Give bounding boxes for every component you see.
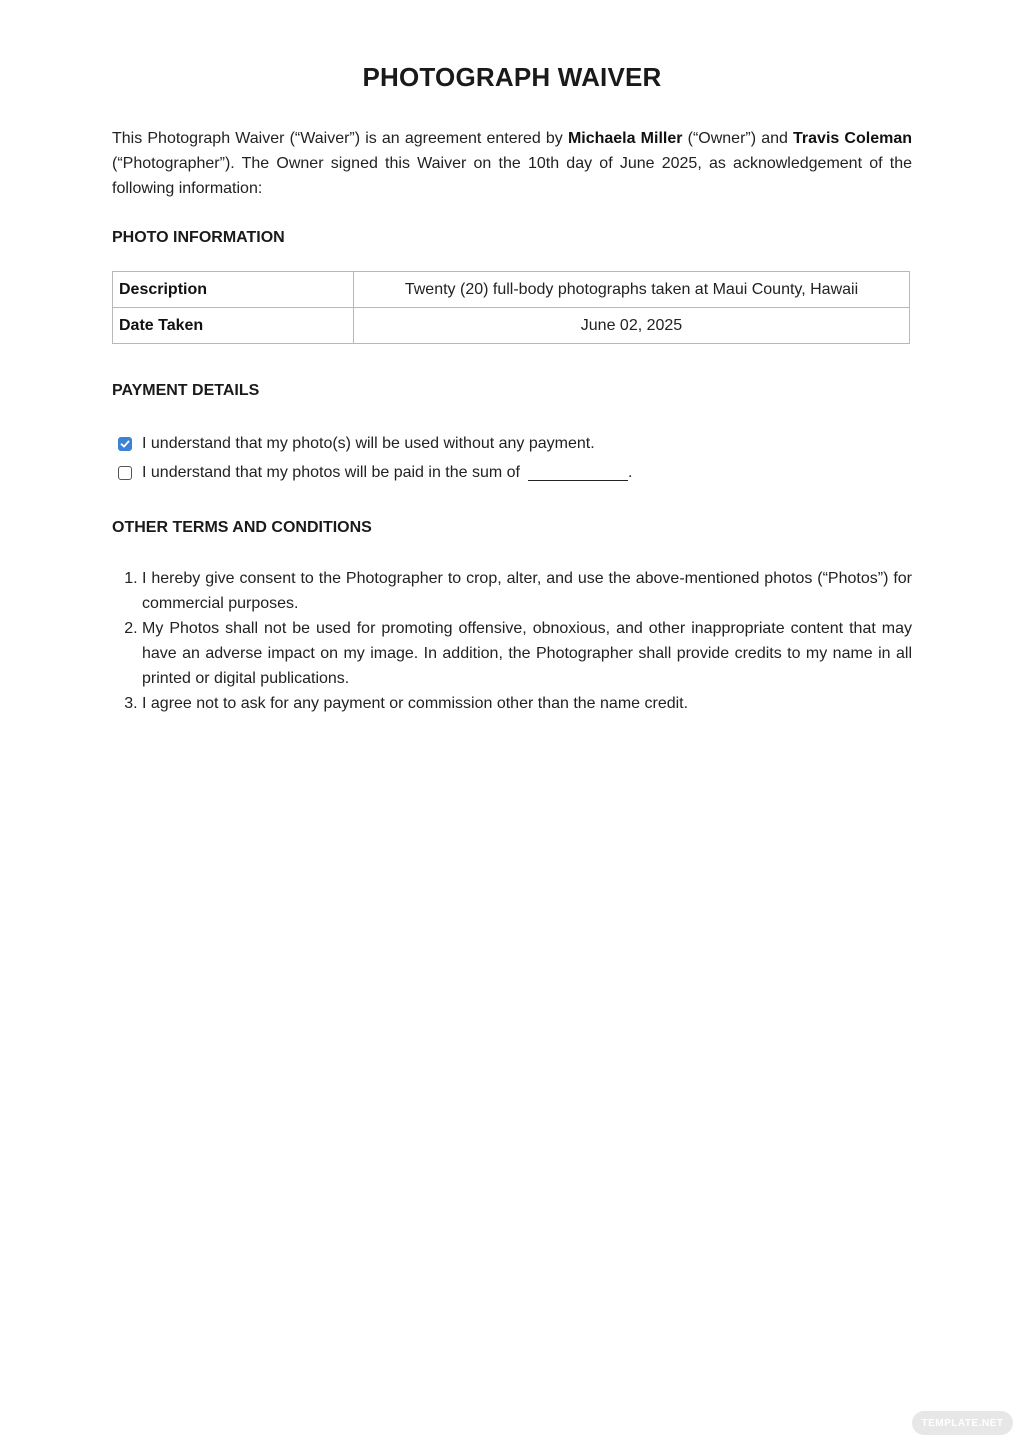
list-item: 1. I hereby give consent to the Photographer to crop, alter, and use the above-mentioned photos (“Photos”) for commercial purposes. [142,566,912,616]
description-value: Twenty (20) full-body photographs taken at Maui County, Hawaii [354,272,910,308]
intro-text-1: This Photograph Waiver (“Waiver”) is an agreement entered by [112,130,568,147]
paid-sum-checkbox[interactable] [118,466,132,480]
photo-information-heading: PHOTO INFORMATION [112,229,285,246]
intro-text-3: (“Photographer”). The Owner signed this Waiver on the 10th day of June 2025, as acknowledgement of the following information: [112,155,912,197]
payment-option-no-payment [118,435,595,453]
checkmark-icon [120,439,130,449]
no-payment-checkbox[interactable] [118,437,132,451]
paid-sum-label: I understand that my photos will be paid in the sum of [142,464,520,481]
payment-amount-blank[interactable] [528,466,628,481]
date-taken-label: Date Taken [113,308,354,344]
list-item: 2. My Photos shall not be used for promoting offensive, obnoxious, and other inappropriate content that may have an adverse impact on my image. In addition, the Photographer shall provide credits to my name in all printed or digital publications. [142,616,912,691]
table-row [113,308,910,344]
other-terms-heading: OTHER TERMS AND CONDITIONS [112,519,372,536]
payment-option-paid [118,464,632,482]
photo-information-table [112,271,910,344]
date-taken-value: June 02, 2025 [354,308,910,344]
intro-paragraph [112,126,912,201]
document-title: PHOTOGRAPH WAIVER [362,62,662,92]
intro-text-2: (“Owner”) and [682,130,794,147]
payment-details-heading: PAYMENT DETAILS [112,382,260,399]
owner-name: Michaela Miller [567,130,683,147]
template-watermark: TEMPLATE.NET [912,1411,1013,1435]
list-item: 3. I agree not to ask for any payment or commission other than the name credit. [142,691,912,716]
paid-sum-suffix: . [628,464,633,481]
terms-list [112,566,912,716]
no-payment-label: I understand that my photo(s) will be used without any payment. [142,435,595,452]
table-row [113,272,910,308]
photographer-name: Travis Coleman [793,130,913,147]
description-label: Description [113,272,354,308]
